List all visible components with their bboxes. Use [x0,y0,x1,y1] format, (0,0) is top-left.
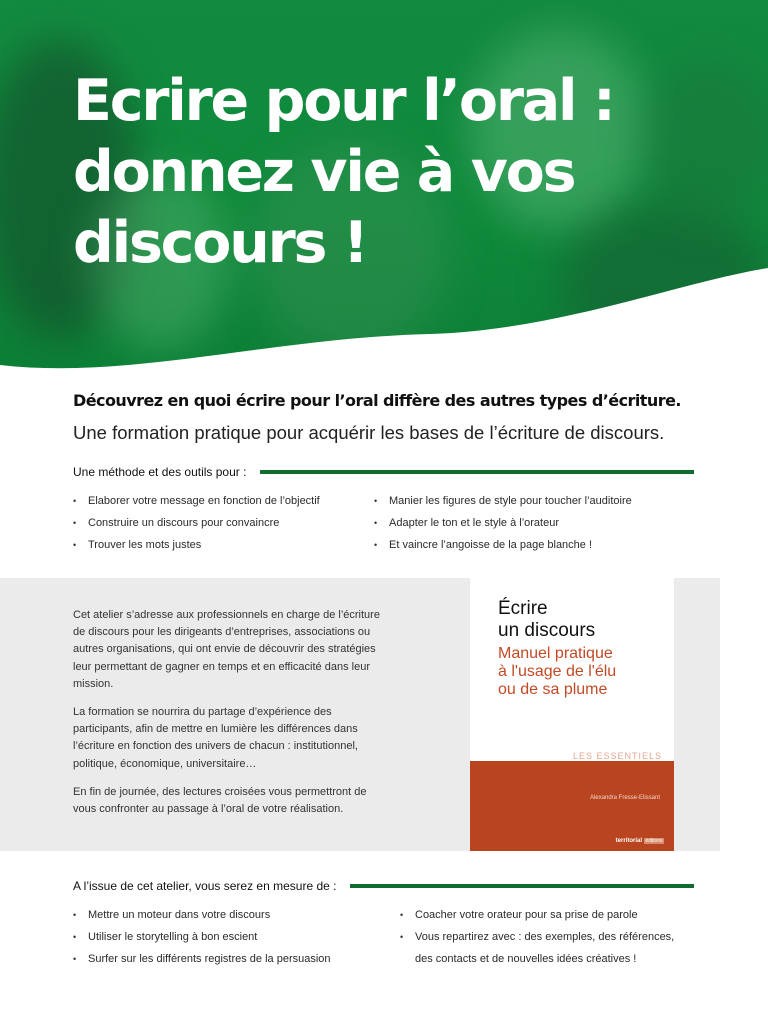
text-line: La formation se nourrira du partage d’expérience des [73,706,332,719]
methods-heading-label: Une méthode et des outils pour : [73,465,247,479]
methods-list-right [374,493,704,559]
list-item: • Adapter le ton et le style à l’orateur [374,515,704,537]
intro-subtitle: Une formation pratique pour acquérir les bases de l’écriture de discours. [73,422,665,443]
page-title [73,66,733,279]
list-item: • Coacher votre orateur pour sa prise de parole [400,907,710,929]
book-title [498,598,670,642]
page-title-line: Ecrire pour l’oral : [73,68,614,134]
page-title-line: discours ! [73,210,367,276]
publisher-logo [616,837,664,845]
text-line: En fin de journée, des lectures croisées vous permettront de [73,785,367,798]
list-item: • Trouver les mots justes [73,537,373,559]
book-title-line: Écrire [498,598,548,619]
list-item-continuation: des contacts et de nouvelles idées créatives ! [415,953,637,965]
publisher-name: territorial [615,838,642,844]
description-paragraph [73,704,428,773]
text-line: leur permettant de gagner en temps et en efficacité dans leur [73,660,370,673]
book-subtitle-line: Manuel pratique [498,645,613,662]
section-rule [260,470,694,474]
methods-heading [73,464,694,480]
description-paragraph [73,607,428,693]
list-item: • Manier les figures de style pour toucher l’auditoire [374,493,704,515]
book-title-line: un discours [498,620,596,641]
text-line: politique, économique, universitaire… [73,757,257,770]
book-cover [470,578,674,851]
book-author: Alexandra Fresse-Elissant [589,795,660,801]
list-item: • Surfer sur les différents registres de la persuasion [73,951,393,973]
book-cover-top [470,578,674,761]
description-paragraph [73,784,428,818]
intro-lead: Découvrez en quoi écrire pour l’oral diffère des autres types d’écriture. [73,391,681,410]
outcomes-list-right [400,907,710,973]
text-line: l’écriture en fonction des univers de chacun : institutionnel, [73,740,358,753]
book-subtitle-line: à l'usage de l'élu [498,663,617,680]
methods-list-left [73,493,373,559]
outcomes-heading [73,878,694,894]
list-item: • Mettre un moteur dans votre discours [73,907,393,929]
list-item: • Vous repartirez avec : des exemples, des références, [400,929,710,951]
text-line: vous confronter au passage à l’oral de votre réalisation. [73,803,344,816]
book-series-label: LES ESSENTIELS [572,751,662,761]
text-line: de discours pour les dirigeants d’entreprises, associations ou [73,626,371,639]
text-line: autres organisations, qui ont envie de découvrir des stratégies [73,643,376,656]
book-cover-bottom [470,761,674,851]
description-text [73,607,428,829]
publisher-tag: éditions [645,838,663,844]
outcomes-heading-label: A l’issue de cet atelier, vous serez en mesure de : [73,879,337,893]
list-item: • Elaborer votre message en fonction de l’objectif [73,493,373,515]
list-item: • Et vaincre l’angoisse de la page blanche ! [374,537,704,559]
text-line: mission. [73,677,114,690]
hero-banner [0,0,768,382]
book-subtitle-line: ou de sa plume [498,681,608,698]
text-line: Cet atelier s’adresse aux professionnels en charge de l’écriture [73,609,380,621]
section-rule [350,884,694,888]
list-item: • Utiliser le storytelling à bon escient [73,929,393,951]
outcomes-list-left [73,907,393,973]
list-item: • Construire un discours pour convaincre [73,515,373,537]
page-title-line: donnez vie à vos [73,139,575,205]
book-subtitle [498,645,670,699]
text-line: participants, afin de mettre en lumière les différences dans [73,723,358,736]
list-item [400,951,710,973]
